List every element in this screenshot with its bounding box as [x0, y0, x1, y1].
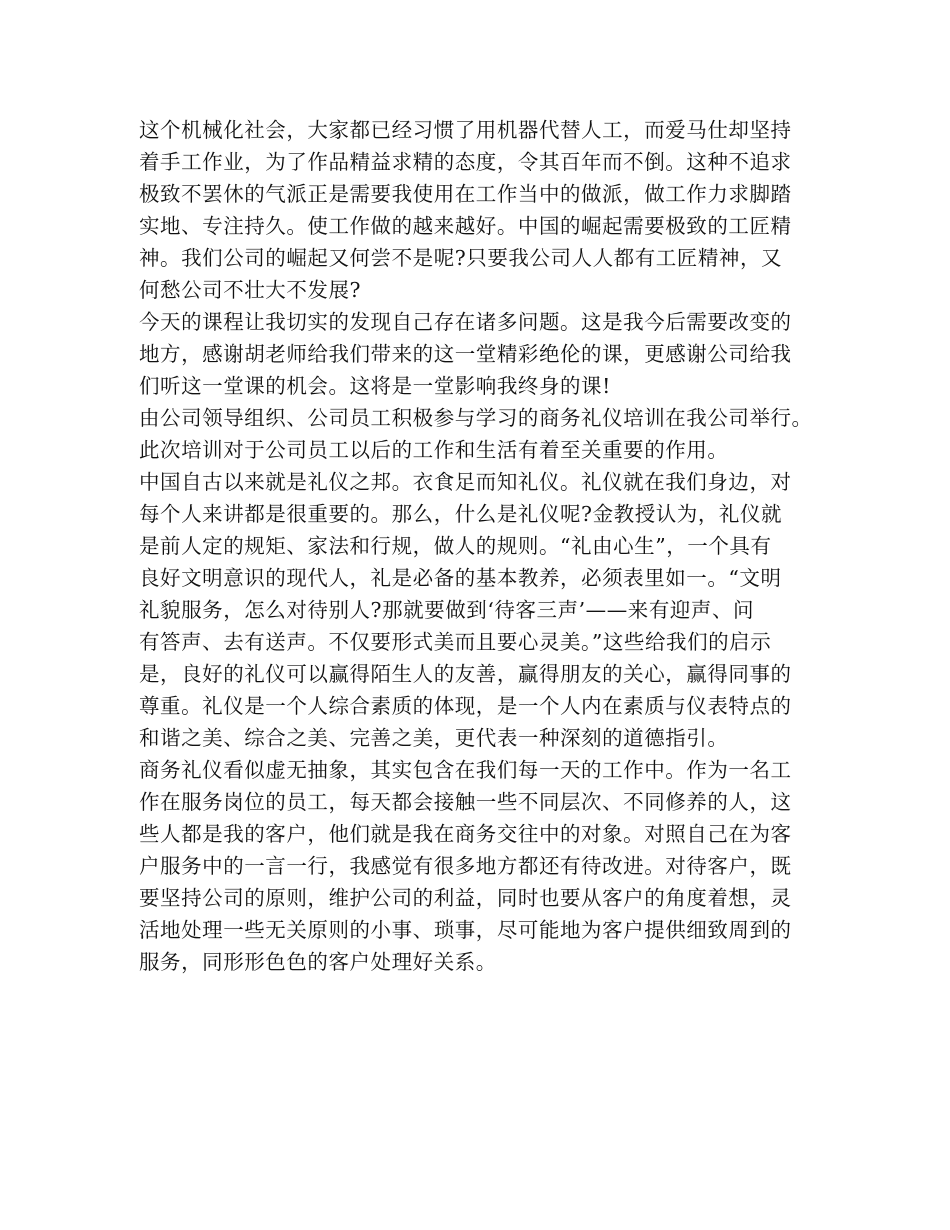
text-line: 商务礼仪看似虚无抽象，其实包含在我们每一天的工作中。作为一名工 — [139, 758, 792, 782]
text-line: 是前人定的规矩、家法和行规，做人的规则。“礼由心生”，一个具有 — [139, 534, 772, 558]
text-line: 实地、专注持久。使工作做的越来越好。中国的崛起需要极致的工匠精 — [139, 214, 792, 238]
text-line: 和谐之美、综合之美、完善之美，更代表一种深刻的道德指引。 — [139, 726, 729, 750]
text-line: 何愁公司不壮大不发展? — [139, 278, 362, 302]
text-line: 神。我们公司的崛起又何尝不是呢?只要我公司人人都有工匠精神，又 — [139, 246, 783, 270]
text-line: 作在服务岗位的员工，每天都会接触一些不同层次、不同修养的人，这 — [139, 790, 792, 814]
text-line: 礼貌服务，怎么对待别人?那就要做到‘待客三声’——来有迎声、问 — [139, 598, 755, 622]
text-line: 要坚持公司的原则，维护公司的利益，同时也要从客户的角度着想，灵 — [139, 886, 792, 910]
text-line: 们听这一堂课的机会。这将是一堂影响我终身的课! — [139, 374, 611, 398]
text-line: 服务，同形形色色的客户处理好关系。 — [139, 950, 497, 974]
text-line: 些人都是我的客户，他们就是我在商务交往中的对象。对照自己在为客 — [139, 822, 792, 846]
text-line: 活地处理一些无关原则的小事、琐事，尽可能地为客户提供细致周到的 — [139, 918, 792, 942]
text-line: 户服务中的一言一行，我感觉有很多地方都还有待改进。对待客户，既 — [139, 854, 792, 878]
text-line: 着手工作业，为了作品精益求精的态度，令其百年而不倒。这种不追求 — [139, 150, 792, 174]
text-line: 尊重。礼仪是一个人综合素质的体现，是一个人内在素质与仪表特点的 — [139, 694, 792, 718]
text-line: 是，良好的礼仪可以赢得陌生人的友善，赢得朋友的关心，赢得同事的 — [139, 662, 792, 686]
text-line: 极致不罢休的气派正是需要我使用在工作当中的做派，做工作力求脚踏 — [139, 182, 792, 206]
text-line: 今天的课程让我切实的发现自己存在诸多问题。这是我今后需要改变的 — [139, 310, 792, 334]
document-body — [139, 114, 829, 978]
text-line: 每个人来讲都是很重要的。那么，什么是礼仪呢?金教授认为，礼仪就 — [139, 502, 783, 526]
text-line: 有答声、去有送声。不仅要形式美而且要心灵美。”这些给我们的启示 — [139, 630, 772, 654]
text-line: 地方，感谢胡老师给我们带来的这一堂精彩绝伦的课，更感谢公司给我 — [139, 342, 792, 366]
text-line: 此次培训对于公司员工以后的工作和生活有着至关重要的作用。 — [139, 438, 729, 462]
text-line: 中国自古以来就是礼仪之邦。衣食足而知礼仪。礼仪就在我们身边，对 — [139, 470, 792, 494]
text-line: 由公司领导组织、公司员工积极参与学习的商务礼仪培训在我公司举行。 — [139, 406, 813, 430]
text-line: 良好文明意识的现代人，礼是必备的基本教养，必须表里如一。“文明 — [139, 566, 782, 590]
text-line: 这个机械化社会，大家都已经习惯了用机器代替人工，而爱马仕却坚持 — [139, 118, 792, 142]
